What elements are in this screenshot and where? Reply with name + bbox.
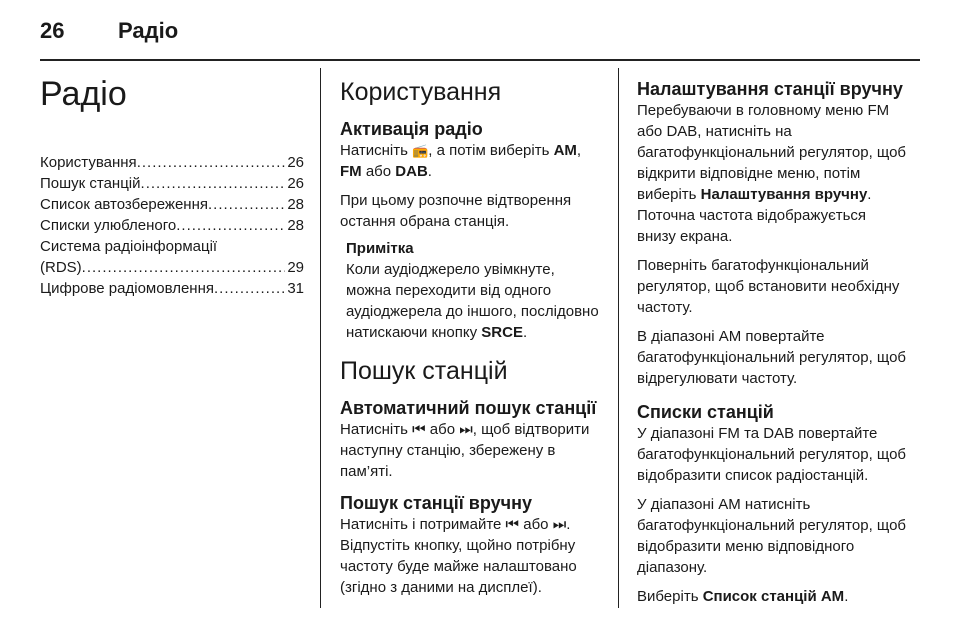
- paragraph: При цьому розпочне відтворення остання обрана станція.: [340, 192, 572, 230]
- column-divider: [618, 68, 619, 608]
- note-box: [340, 238, 602, 343]
- skip-back-icon: ⏮: [505, 516, 520, 533]
- running-title: Радіо: [118, 18, 179, 43]
- subheading-activate: Активація радіо: [340, 119, 483, 139]
- paragraph: Виберіть Список станцій AM.: [637, 588, 849, 605]
- note-text: Коли аудіоджерело увімкнуте, можна переходити від одного аудіоджерела до іншого, послідовно натискаючи кнопку SRCE.: [346, 261, 599, 341]
- subheading-manual: Пошук станції вручну: [340, 493, 532, 513]
- subheading-auto: Автоматичний пошук станції: [340, 398, 597, 418]
- toc-entry[interactable]: Пошук станцій ..... 26: [40, 173, 304, 194]
- toc-column: [40, 68, 304, 299]
- subheading-station-lists: Списки станцій: [637, 402, 774, 422]
- skip-forward-icon: ⏭: [459, 421, 473, 438]
- radio-icon: 📻: [412, 143, 429, 158]
- content-column-2: [340, 68, 602, 598]
- skip-forward-icon: ⏭: [552, 516, 567, 533]
- paragraph: Натисніть і потримайте ⏮ або ⏭. Відпустіть кнопку, щойно потрібну частоту буде майже налаштовано (згідно з даними на дисплеї).: [340, 516, 577, 596]
- section-heading-search: Пошук станцій: [340, 357, 508, 385]
- page-header: [40, 18, 178, 48]
- content-column-3: [637, 68, 907, 607]
- paragraph: Перебуваючи в головному меню FM або DAB, натисніть на багатофункціональний регулятор, щоб відкрити відповідне меню, потім виберіть Налаштування вручну. Поточна частота відображується внизу екрана.: [637, 102, 907, 245]
- section-heading-use: Користування: [340, 78, 502, 106]
- paragraph: В діапазоні AM повертайте багатофункціональний регулятор, щоб відрегулювати частоту.: [637, 328, 907, 387]
- toc-entry[interactable]: Система радіоінформації (RDS) ..... 29: [40, 236, 304, 278]
- paragraph: У діапазоні FM та DAB повертайте багатофункціональний регулятор, щоб відобразити список радіостанцій.: [637, 425, 907, 484]
- note-title: Примітка: [346, 240, 414, 257]
- paragraph: У діапазоні AM натисніть багатофункціональний регулятор, щоб відобразити меню відповідного діапазону.: [637, 496, 907, 576]
- paragraph: Натисніть 📻, а потім виберіть AM, FM або DAB.: [340, 142, 582, 180]
- page-number: 26: [40, 18, 65, 43]
- table-of-contents: [40, 152, 304, 299]
- column-divider: [320, 68, 321, 608]
- toc-entry[interactable]: Списки улюбленого ..... 28: [40, 215, 304, 236]
- header-rule: [40, 59, 920, 61]
- chapter-title: Радіо: [40, 75, 127, 113]
- toc-entry[interactable]: Список автозбереження ..... 28: [40, 194, 304, 215]
- paragraph: Поверніть багатофункціональний регулятор, щоб встановити необхідну частоту.: [637, 257, 900, 316]
- toc-entry[interactable]: Цифрове радіомовлення ..... 31: [40, 278, 304, 299]
- paragraph: Натисніть ⏮ або ⏭, щоб відтворити наступну станцію, збережену в пам’яті.: [340, 421, 590, 480]
- skip-back-icon: ⏮: [412, 421, 426, 438]
- subheading-manual-tune: Налаштування станції вручну: [637, 79, 903, 99]
- toc-entry[interactable]: Користування ..... 26: [40, 152, 304, 173]
